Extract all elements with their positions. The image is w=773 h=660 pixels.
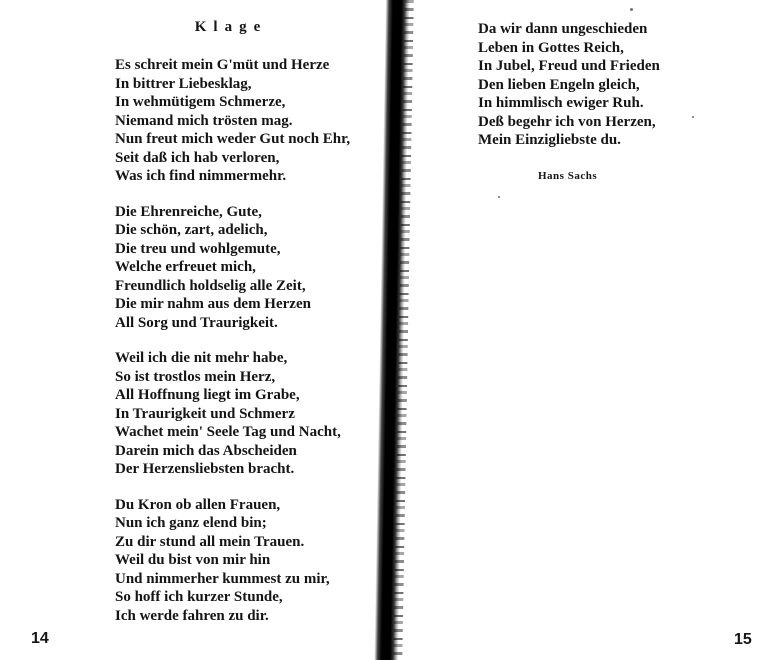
poem-line: In bittrer Liebesklag, bbox=[115, 75, 252, 92]
poem-line: Wachet mein' Seele Tag und Nacht, bbox=[115, 424, 341, 440]
poem-line: Seit daß ich hab verloren, bbox=[115, 149, 280, 166]
poem-line: Niemand mich trösten mag. bbox=[115, 112, 293, 129]
left-page-text bbox=[115, 56, 360, 642]
poem-line: Die mir nahm aus dem Herzen bbox=[115, 296, 311, 312]
poem-line: Die treu und wohlgemute, bbox=[115, 240, 281, 257]
poem-line: Weil du bist von mir hin bbox=[115, 552, 271, 568]
poem-line: Deß begehr ich von Herzen, bbox=[478, 113, 656, 130]
poem-line: Leben in Gottes Reich, bbox=[478, 39, 624, 56]
poem-line: Den lieben Engeln gleich, bbox=[478, 76, 640, 93]
poem-line: In himmlisch ewiger Ruh. bbox=[478, 95, 644, 111]
binding-gutter-shadow bbox=[374, 0, 410, 660]
poem-line: So ist trostlos mein Herz, bbox=[115, 368, 276, 385]
poem-line: Nun ich ganz elend bin; bbox=[115, 515, 267, 531]
author-attribution: Hans Sachs bbox=[538, 169, 598, 182]
poem-line: Zu dir stund all mein Trauen. bbox=[115, 533, 305, 550]
poem-line: Die Ehrenreiche, Gute, bbox=[115, 203, 262, 220]
gutter-scan-noise bbox=[393, 0, 414, 660]
stanza bbox=[115, 496, 360, 626]
poem-line: Du Kron ob allen Frauen, bbox=[115, 496, 281, 513]
stanza bbox=[115, 349, 360, 479]
poem-line: Welche erfreuet mich, bbox=[115, 259, 256, 275]
poem-line: So hoff ich kurzer Stunde, bbox=[115, 589, 283, 605]
poem-line: Der Herzensliebsten bracht. bbox=[115, 461, 295, 477]
scan-speck bbox=[498, 196, 500, 198]
poem-line: In wehmütigem Schmerze, bbox=[115, 94, 286, 110]
poem-line: Da wir dann ungeschieden bbox=[478, 21, 648, 37]
poem-line: Die schön, zart, adelich, bbox=[115, 222, 268, 238]
poem-line: Ich werde fahren zu dir. bbox=[115, 607, 269, 624]
stanza bbox=[115, 203, 360, 333]
poem-line: In Jubel, Freud und Frieden bbox=[478, 58, 660, 74]
poem-line: Nun freut mich weder Gut noch Ehr, bbox=[115, 131, 351, 147]
poem-line: Freundlich holdselig alle Zeit, bbox=[115, 277, 306, 294]
scan-speck bbox=[692, 116, 694, 118]
poem-line: Weil ich die nit mehr habe, bbox=[115, 350, 288, 366]
poem-line: Und nimmerher kummest zu mir, bbox=[115, 570, 330, 587]
poem-line: Was ich find nimmermehr. bbox=[115, 168, 287, 184]
poem-line: Es schreit mein G'müt und Herze bbox=[115, 57, 330, 73]
scan-speck bbox=[630, 8, 633, 11]
poem-line: All Hoffnung liegt im Grabe, bbox=[115, 387, 300, 403]
stanza bbox=[115, 56, 360, 186]
poem-title: Klage bbox=[194, 19, 268, 35]
poem-line: All Sorg und Traurigkeit. bbox=[115, 314, 278, 331]
page-number-left: 14 bbox=[31, 630, 49, 647]
poem-line: In Traurigkeit und Schmerz bbox=[115, 405, 295, 422]
page-number-right: 15 bbox=[734, 631, 752, 648]
stanza bbox=[478, 20, 728, 150]
poem-line: Mein Einzigliebste du. bbox=[478, 132, 621, 148]
right-page-text bbox=[478, 20, 728, 185]
poem-line: Darein mich das Abscheiden bbox=[115, 442, 297, 459]
